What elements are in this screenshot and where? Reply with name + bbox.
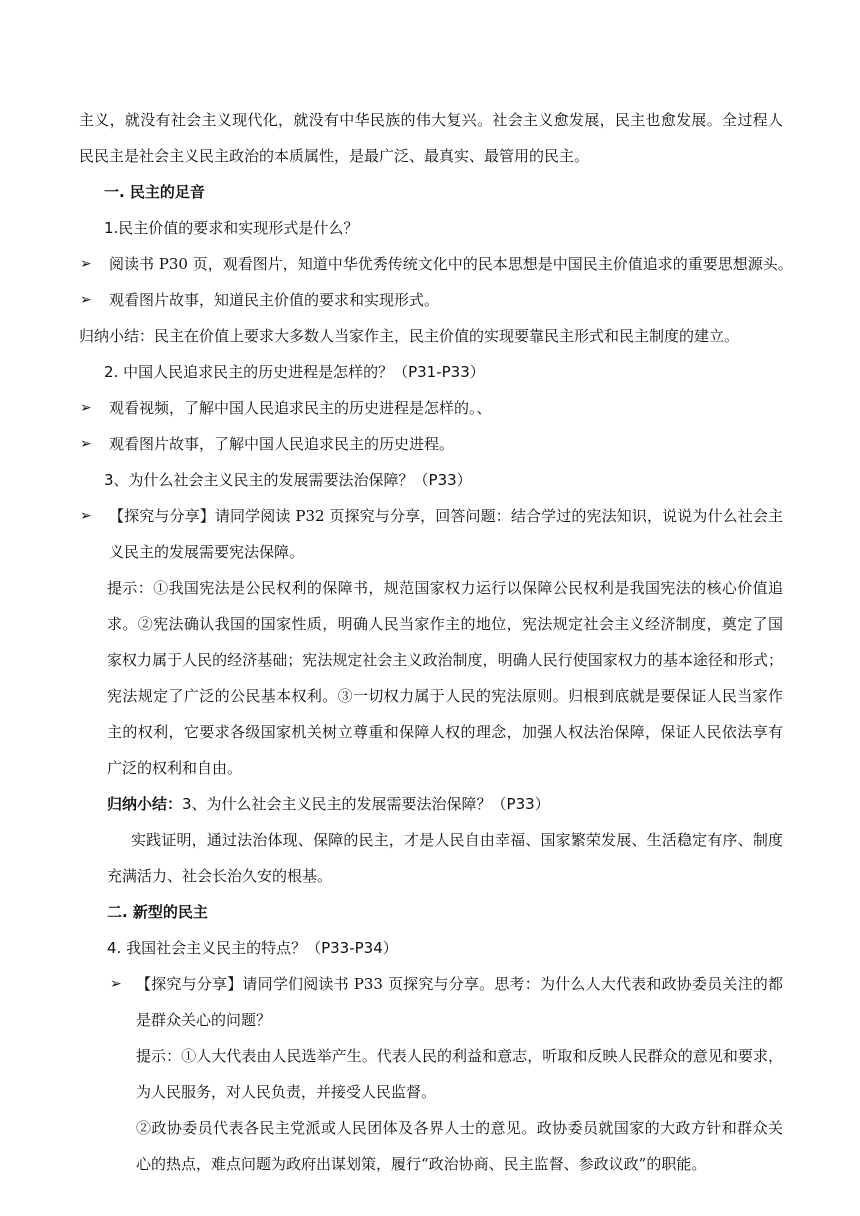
practice-line-1: 实践证明，通过法治体现、保障的民主，才是人民自由幸福、国家繁荣发展、生活稳定有序、制度	[131, 831, 783, 849]
hint-1-line-1: 提示：①我国宪法是公民权利的保障书，规范国家权力运行以保障公民权利是我国宪法的核心价值追	[107, 579, 783, 597]
summary-3-text: 3、为什么社会主义民主的发展需要法治保障？（P33）	[182, 795, 550, 813]
summary-3	[107, 794, 550, 814]
q1-bullet-2: 观看图片故事，知道民主价值的要求和实现形式。	[109, 291, 440, 309]
hint-2-line-2: 为人民服务，对人民负责，并接受人民监督。	[136, 1083, 437, 1101]
q1-bullet-1: 阅读书 P30 页，观看图片，知道中华优秀传统文化中的民本思想是中国民主价值追求的重要思想源头。	[109, 255, 793, 273]
hint-1-line-5: 主的权利，它要求各级国家机关树立尊重和保障人权的理念，加强人权法治保障，保证人民依法享有	[107, 723, 783, 741]
intro-line-2: 民民主是社会主义民主政治的本质属性，是最广泛、最真实、最管用的民主。	[79, 147, 590, 165]
bullet-arrow-icon: ➢	[110, 976, 122, 992]
hint-2-line-3: ②政协委员代表各民主党派或人民团体及各界人士的意见。政协委员就国家的大政方针和群众关	[136, 1119, 783, 1137]
hint-1-line-4: 宪法规定了广泛的公民基本权利。③一切权力属于人民的宪法原则。归根到底就是要保证人民当家作	[107, 687, 783, 705]
q1-summary: 归纳小结：民主在价值上要求大多数人当家作主，民主价值的实现要靠民主形式和民主制度的建立。	[79, 327, 740, 345]
question-1: 1.民主价值的要求和实现形式是什么？	[104, 219, 359, 237]
intro-line-1: 主义，就没有社会主义现代化，就没有中华民族的伟大复兴。社会主义愈发展，民主也愈发展。全过程人	[79, 111, 783, 129]
bullet-arrow-icon: ➢	[80, 256, 92, 272]
q3-bullet-1-line-2: 义民主的发展需要宪法保障。	[109, 543, 305, 561]
practice-line-2: 充满活力、社会长治久安的根基。	[107, 867, 333, 885]
hint-2-line-4: 心的热点，难点问题为政府出谋划策，履行“政治协商、民主监督、参政议政”的职能。	[136, 1155, 707, 1173]
q2-bullet-1: 观看视频，了解中国人民追求民主的历史进程是怎样的。、	[109, 399, 492, 417]
section-heading-1: 一. 民主的足音	[104, 183, 205, 201]
q4-bullet-1-line-1: 【探究与分享】请同学们阅读书 P33 页探究与分享。思考：为什么人大代表和政协委员关注的都	[136, 975, 783, 993]
section-heading-2: 二. 新型的民主	[107, 903, 208, 921]
q2-bullet-2: 观看图片故事，了解中国人民追求民主的历史进程。	[109, 435, 455, 453]
question-4: 4. 我国社会主义民主的特点？（P33-P34）	[107, 939, 398, 957]
bullet-arrow-icon: ➢	[80, 400, 92, 416]
q3-bullet-1-line-1: 【探究与分享】请同学阅读 P32 页探究与分享，回答问题：结合学过的宪法知识，说说为什么社会主	[109, 507, 783, 525]
bullet-arrow-icon: ➢	[80, 436, 92, 452]
hint-2-line-1: 提示：①人大代表由人民选举产生。代表人民的利益和意志，听取和反映人民群众的意见和要求，	[136, 1047, 783, 1065]
bullet-arrow-icon: ➢	[80, 292, 92, 308]
bullet-arrow-icon: ➢	[80, 508, 92, 524]
hint-1-line-6: 广泛的权利和自由。	[107, 759, 243, 777]
question-3: 3、为什么社会主义民主的发展需要法治保障？（P33）	[104, 471, 472, 489]
question-2: 2. 中国人民追求民主的历史进程是怎样的？（P31-P33）	[104, 363, 485, 381]
q4-bullet-1-line-2: 是群众关心的问题？	[136, 1011, 272, 1029]
hint-1-line-2: 求。②宪法确认我国的国家性质，明确人民当家作主的地位，宪法规定社会主义经济制度，奠定了国	[107, 615, 783, 633]
summary-3-label: 归纳小结：	[107, 795, 183, 813]
hint-1-line-3: 家权力属于人民的经济基础；宪法规定社会主义政治制度，明确人民行使国家权力的基本途径和形式；	[107, 651, 783, 669]
